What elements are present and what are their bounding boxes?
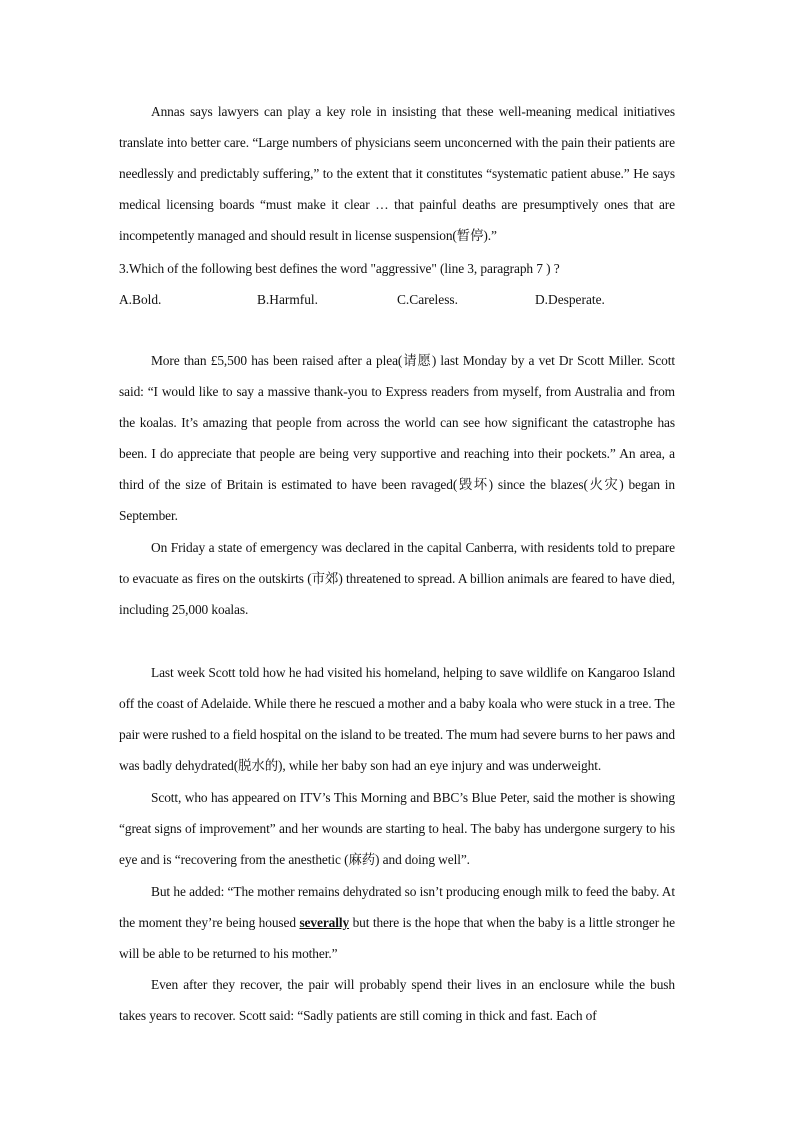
underlined-word-severally: severally <box>299 915 350 931</box>
paragraph-enclosure: Even after they recover, the pair will probably spend their lives in an enclosure while the bush takes years to recover. Scott said: “Sadly patients are still coming in thick and fast. Each of <box>119 977 675 1024</box>
option-c: C.Careless. <box>397 292 458 307</box>
paragraph-rescue: Last week Scott told how he had visited his homeland, helping to save wildlife on Kangaroo Island off the coast of Adelaide. While there he rescued a mother and a baby koala who were stuck in a tree. The pair were rushed to a field hospital on the island to be treated. The mum had severe burns to her paws and was badly dehydrated(脱水的), while her baby son had an eye injury and was underweight. <box>119 665 675 774</box>
option-d: D.Desperate. <box>535 292 605 307</box>
question-3: 3.Which of the following best defines the word "aggressive" (line 3, paragraph 7 ) ? <box>119 261 560 276</box>
paragraph-annas: Annas says lawyers can play a key role in insisting that these well-meaning medical initiatives translate into better care. “Large numbers of physicians seem unconcerned with the pain their patients are needlessly and predictably suffering,” to the extent that it constitutes “systematic patient abuse.” He says medical licensing boards “must make it clear … that painful deaths are presumptively ones that are incompetently managed and should result in license suspension(暂停).” <box>119 104 675 244</box>
p5-text-before: But he added: “The mother remains dehydrated so isn’t producing enough milk to feed the baby. At the moment they’re being housed <box>119 884 675 931</box>
paragraph-donations: More than £5,500 has been raised after a plea(请愿) last Monday by a vet Dr Scott Miller. Scott said: “I would like to say a massive thank-you to Express readers from myself, from Australia and from the koalas. It’s amazing that people from across the world can see how significant the catastrophe has been. I do appreciate that people are being very supportive and reaching into their pockets.” An area, a third of the size of Britain is estimated to have been ravaged(毁坏) since the blazes(火灾) began in September. <box>119 353 675 524</box>
option-a: A.Bold. <box>119 292 162 307</box>
paragraph-mother-dehydrated <box>119 876 675 969</box>
option-b: B.Harmful. <box>257 292 318 307</box>
paragraph-recovery: Scott, who has appeared on ITV’s This Morning and BBC’s Blue Peter, said the mother is showing “great signs of improvement” and her wounds are starting to heal. The baby has undergone surgery to his eye and is “recovering from the anesthetic (麻药) and doing well”. <box>119 790 675 868</box>
paragraph-emergency: On Friday a state of emergency was declared in the capital Canberra, with residents told to prepare to evacuate as fires on the outskirts (市郊) threatened to spread. A billion animals are feared to have died, including 25,000 koalas. <box>119 540 675 618</box>
p5-text-after: but there is the hope that when the baby is a little stronger he will be able to be returned to his mother.” <box>119 915 675 962</box>
question-3-options <box>119 284 679 315</box>
